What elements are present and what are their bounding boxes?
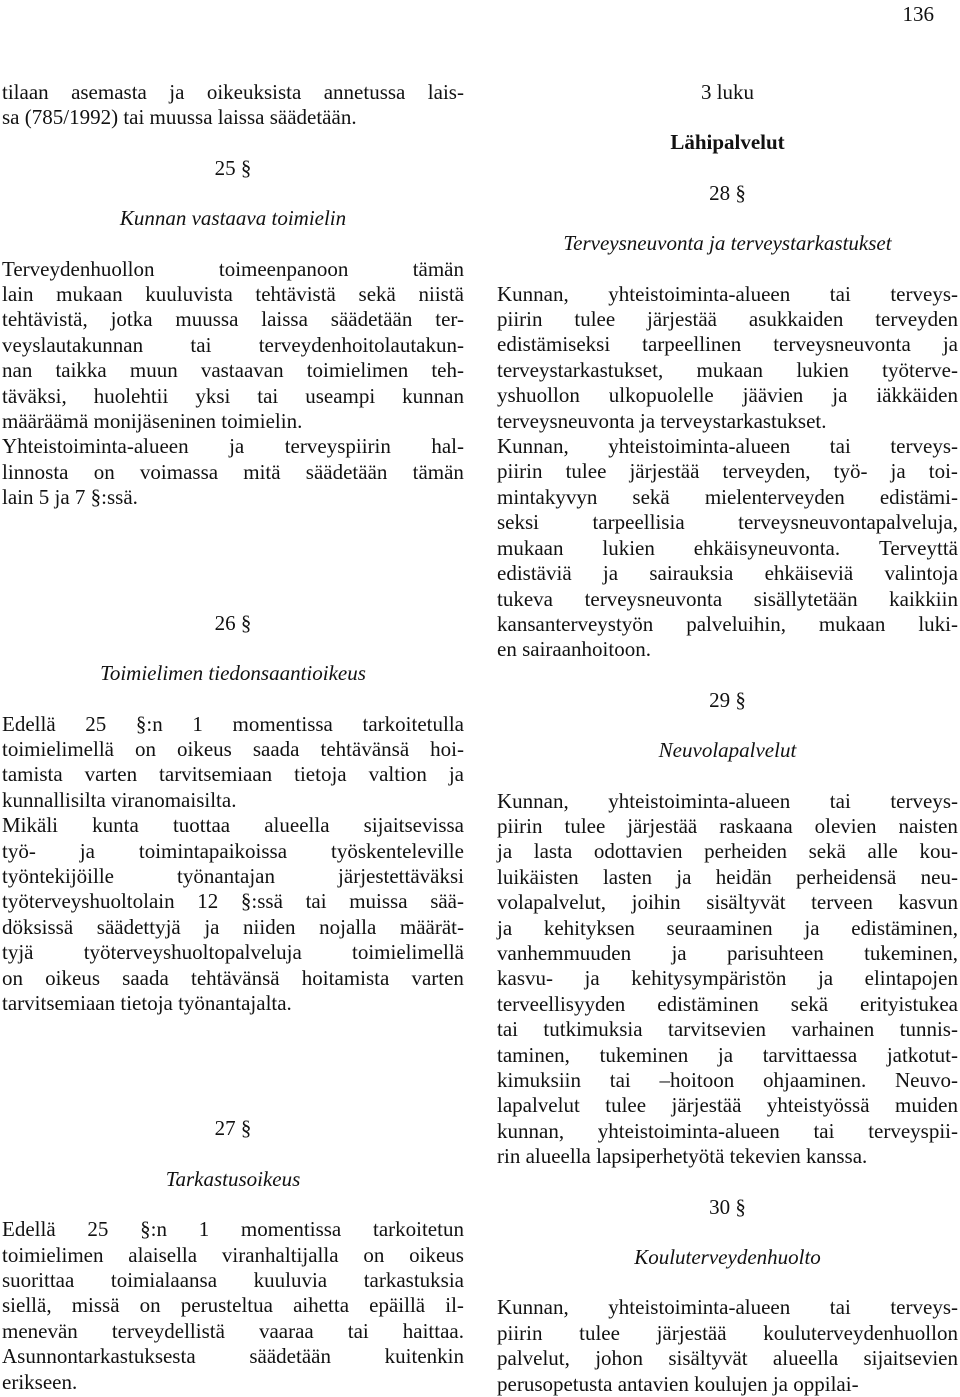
- paragraph-line: Kunnan, yhteistoiminta-alueen tai terveys-: [497, 1295, 958, 1320]
- paragraph-line: työterveyshuoltolain 12 §:ssä tai muissa sää-: [2, 889, 464, 914]
- paragraph-line: on oikeus saada tehtävänsä hoitamista varten: [2, 965, 464, 990]
- intro-paragraph: [2, 80, 464, 131]
- paragraph-line: taminen, tukeminen ja tarvittaessa jatkotut-: [497, 1042, 958, 1067]
- paragraph-line: Kunnan, yhteistoiminta-alueen tai terveys-: [497, 281, 958, 306]
- paragraph-line: Edellä 25 §:n 1 momentissa tarkoitetun: [2, 1217, 464, 1242]
- paragraph-line: terveysneuvonta ja terveystarkastukset.: [497, 408, 827, 433]
- paragraph-line: piirin tulee järjestää kouluterveydenhuollon: [497, 1320, 958, 1345]
- section-29-title: Neuvolapalvelut: [658, 738, 797, 763]
- paragraph-line: lain 5 ja 7 §:ssä.: [2, 485, 138, 510]
- paragraph-line: döksissä säädettyjä ja niiden nojalla määrät-: [2, 914, 464, 939]
- section-28-number: 28 §: [709, 180, 746, 205]
- paragraph-line: Edellä 25 §:n 1 momentissa tarkoitetulla: [2, 711, 464, 736]
- paragraph-line: tukeva terveysneuvonta sisällytetään kaikkiin: [497, 586, 958, 611]
- section-27-number: 27 §: [214, 1116, 252, 1141]
- paragraph-line: tarvitsemiaan tietoja työnantajalta.: [2, 990, 292, 1015]
- section-30-paragraph-1: [497, 1295, 958, 1397]
- section-29-paragraph-1: [497, 789, 958, 1170]
- paragraph-line: piirin tulee järjestää terveyden, työ- ja toi-: [497, 459, 958, 484]
- paragraph-line: kimuksiin tai –hoitoon ohjaaminen. Neuvo-: [497, 1068, 958, 1092]
- paragraph-line: kansanterveystyön palveluihin, mukaan luki-: [497, 611, 958, 636]
- paragraph-line: mintakyvyn sekä mielenterveyden edistämi-: [497, 484, 958, 509]
- paragraph-line: erikseen.: [2, 1369, 78, 1394]
- paragraph-line: täväksi, huolehtii yksi tai useampi kunnan: [2, 383, 464, 408]
- paragraph-line: rin alueella lapsiperhetyötä tekevien kanssa.: [497, 1144, 868, 1169]
- paragraph-line: Terveydenhuollon toimeenpanoon tämän: [2, 256, 464, 281]
- paragraph-line: edistäviä ja sairauksia ehkäiseviä valintoja: [497, 561, 958, 586]
- section-28-paragraph-2: [497, 434, 958, 663]
- page-number: 136: [902, 2, 934, 26]
- paragraph-line: tyjä työterveyshuoltopalveluja toimielimellä: [2, 940, 464, 965]
- paragraph-line: siellä, missä on perusteltua aihetta epäillä il-: [2, 1293, 464, 1318]
- paragraph-line: ja lasta odottavien perheiden sekä alle kou-: [497, 839, 958, 864]
- paragraph-line: nan taikka muun vastaavan toimielimen teh-: [2, 358, 464, 383]
- paragraph-line: piirin tulee järjestää raskaana olevien naisten: [497, 813, 958, 838]
- paragraph-line: terveystarkastukset, mukaan lukien työterve-: [497, 357, 958, 382]
- section-26-number: 26 §: [214, 610, 252, 635]
- paragraph-line: Asunnontarkastuksesta säädetään kuitenkin: [2, 1344, 464, 1369]
- left-column: [2, 80, 464, 1395]
- paragraph-line: vanhemmuuden ja parisuhteen tukeminen,: [497, 940, 958, 965]
- paragraph-line: ja kehityksen seuraaminen ja edistäminen,: [497, 915, 958, 940]
- section-30-title: Kouluterveydenhuolto: [634, 1245, 821, 1270]
- paragraph-line: toimielimellä on oikeus saada tehtävänsä hoi-: [2, 736, 464, 761]
- paragraph-line: määräämä monijäseninen toimielin.: [2, 409, 303, 434]
- paragraph-line: perusopetusta antavien koulujen ja oppilai-: [497, 1371, 859, 1396]
- section-25-title: Kunnan vastaava toimielin: [119, 206, 347, 231]
- section-30-number: 30 §: [709, 1194, 746, 1219]
- paragraph-line: en sairaanhoitoon.: [497, 637, 651, 662]
- paragraph-line: kunnallisilta viranomaisilta.: [2, 787, 237, 812]
- paragraph-line: kunnan, yhteistoiminta-alueen tai terveyspii-: [497, 1118, 958, 1143]
- section-28-title: Terveysneuvonta ja terveystarkastukset: [563, 231, 892, 256]
- paragraph-line: tehtävistä, jotka muussa laissa säädetään ter-: [2, 307, 464, 332]
- paragraph-line: menevän terveydellistä vaaraa tai haittaa.: [2, 1318, 464, 1343]
- paragraph-line: Kunnan, yhteistoiminta-alueen tai terveys-: [497, 788, 958, 813]
- section-25-number: 25 §: [214, 155, 252, 180]
- paragraph-line: tamista varten tarvitsemiaan tietoja valtion ja: [2, 762, 464, 787]
- paragraph-line: tilaan asemasta ja oikeuksista annetussa lais-: [2, 80, 464, 104]
- section-28-paragraph-1: [497, 282, 958, 434]
- paragraph-line: työntekijöille työnantajan järjestettäväksi: [2, 863, 464, 888]
- chapter-title: Lähipalvelut: [670, 130, 785, 155]
- paragraph-line: edistämiseksi tarpeellinen terveysneuvonta ja: [497, 332, 958, 357]
- paragraph-line: yshuollon ulkopuolelle jäävien ja iäkkäiden: [497, 383, 958, 408]
- paragraph-line: seksi tarpeellisia terveysneuvontapalveluja,: [497, 510, 958, 535]
- section-26-paragraph-2: [2, 813, 464, 1016]
- paragraph-line: Kunnan, yhteistoiminta-alueen tai terveys-: [497, 434, 958, 459]
- section-29-number: 29 §: [709, 687, 746, 712]
- section-26-paragraph-1: [2, 712, 464, 814]
- section-25-paragraph-2: [2, 434, 464, 510]
- paragraph-line: volapalvelut, joihin sisältyvät terveen kasvun: [497, 890, 958, 915]
- paragraph-line: lapalvelut tulee järjestää yhteistyössä muiden: [497, 1093, 958, 1118]
- paragraph-line: kasvu- ja kehitysympäristön ja elintapojen: [497, 966, 958, 991]
- paragraph-line: tai tutkimuksia tarvitsevien varhainen tunnis-: [497, 1017, 958, 1042]
- paragraph-line: linnosta on voimassa mitä säädetään tämän: [2, 459, 464, 484]
- paragraph-line: palvelut, johon sisältyvät alueella sijaitsevien: [497, 1346, 958, 1371]
- paragraph-line: sa (785/1992) tai muussa laissa säädetään.: [2, 105, 357, 130]
- section-26-title: Toimielimen tiedonsaantioikeus: [100, 661, 366, 686]
- paragraph-line: suorittaa toimialaansa kuuluvia tarkastuksia: [2, 1268, 464, 1292]
- section-27-paragraph-1: [2, 1217, 464, 1395]
- paragraph-line: piirin tulee järjestää asukkaiden terveyden: [497, 307, 958, 332]
- right-column: [497, 80, 958, 1397]
- paragraph-line: terveellisyyden edistäminen sekä erityistukea: [497, 991, 958, 1016]
- chapter-number: 3 luku: [700, 80, 755, 104]
- paragraph-line: toimielimen alaisella viranhaltijalla on oikeus: [2, 1242, 464, 1267]
- section-25-paragraph-1: [2, 257, 464, 435]
- paragraph-line: työ- ja toimintapaikoissa työskenteleville: [2, 838, 464, 863]
- paragraph-line: Yhteistoiminta-alueen ja terveyspiirin hal-: [2, 434, 464, 459]
- paragraph-line: Mikäli kunta tuottaa alueella sijaitsevissa: [2, 813, 464, 838]
- paragraph-line: veyslautakunnan tai terveydenhoitolautakun-: [2, 332, 464, 357]
- paragraph-line: lain mukaan kuuluvista tehtävistä sekä niistä: [2, 282, 464, 307]
- section-27-title: Tarkastusoikeus: [165, 1166, 301, 1191]
- paragraph-line: luikäisten lasten ja heidän perheidensä neu-: [497, 864, 958, 889]
- paragraph-line: mukaan lukien ehkäisyneuvonta. Terveyttä: [497, 535, 958, 560]
